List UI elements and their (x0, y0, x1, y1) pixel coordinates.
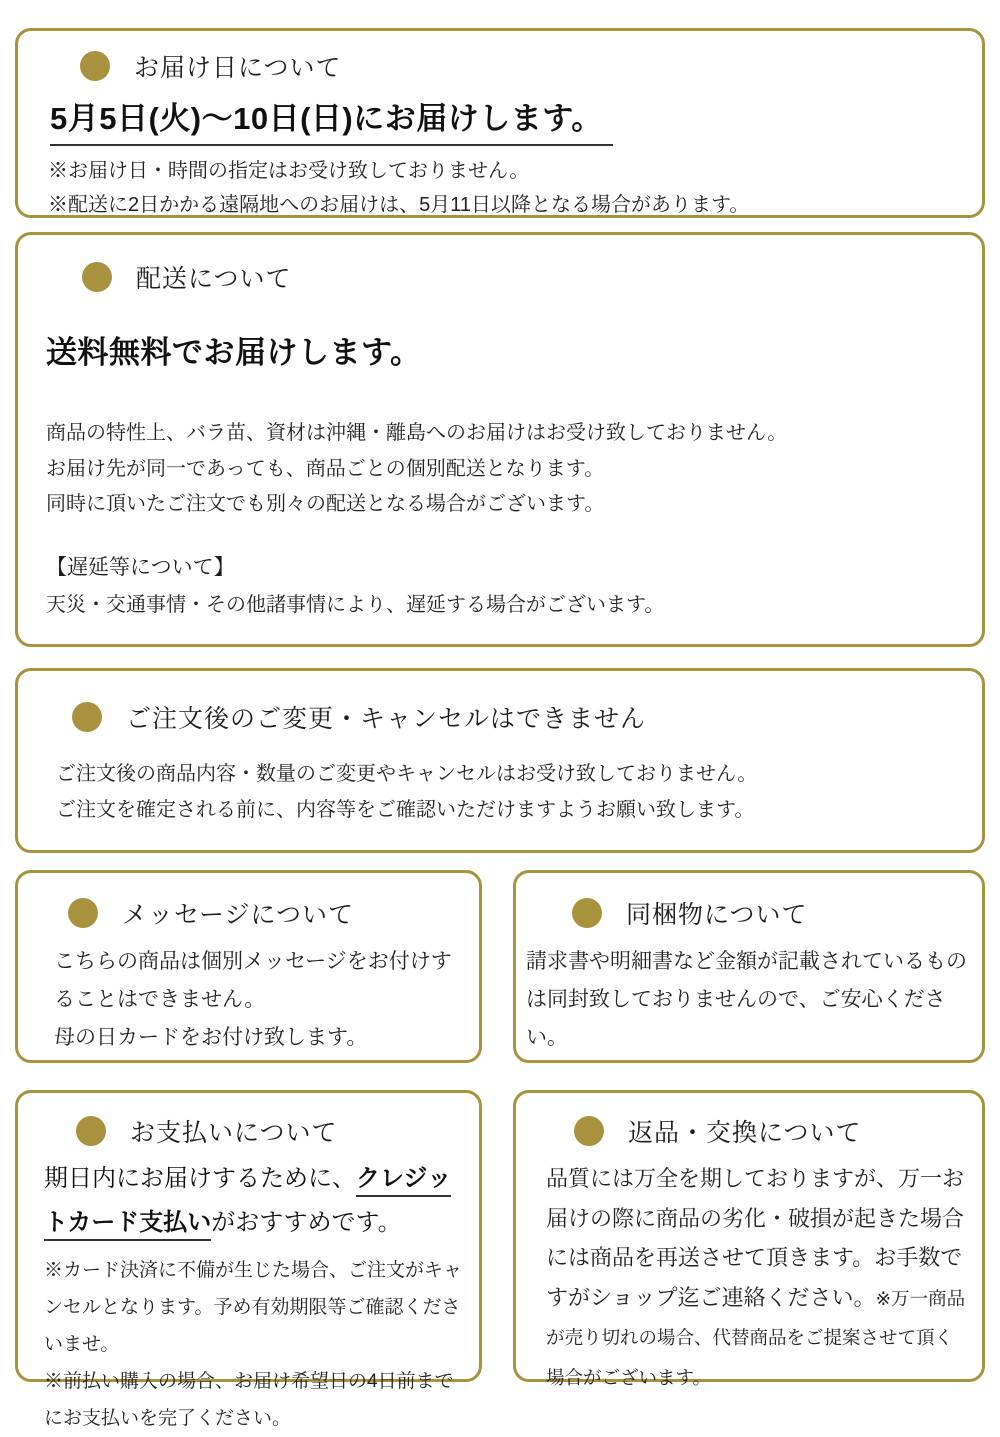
delivery-date-highlight: 5月5日(火)～10日(日)にお届けします。 (50, 93, 613, 146)
section-message-header (54, 895, 467, 931)
section-title: 返品・交換について (628, 1119, 862, 1147)
gold-dot-icon (76, 1116, 106, 1146)
gold-dot-icon (82, 262, 112, 292)
section-delivery-date (15, 28, 985, 218)
payment-lead (44, 1157, 465, 1246)
gold-dot-icon (68, 898, 98, 928)
section-returns-header (546, 1113, 968, 1149)
payment-note: ※カード決済に不備が生じた場合、ご注文がキャンセルとなります。予め有効期限等ご確認くださいませ。 (44, 1259, 463, 1355)
shipping-body-line: お届け先が同一であっても、商品ごとの個別配送となります。 (46, 457, 605, 480)
cancel-body (54, 757, 958, 828)
returns-body (546, 1159, 968, 1397)
section-payment-header (44, 1113, 465, 1149)
gold-dot-icon (572, 898, 602, 928)
returns-note: ※万一商品が売り切れの場合、代替商品をご提案させて頂く場合がございます。 (546, 1287, 966, 1388)
shop-policy-page (0, 28, 1000, 1428)
section-title: 配送について (136, 265, 292, 293)
section-payment (15, 1090, 482, 1429)
shipping-body (46, 416, 958, 523)
payment-lead-suffix: がおすすめです。 (211, 1209, 402, 1237)
section-bundled-items (513, 870, 985, 1063)
payment-note: ※前払い購入の場合、お届け希望日の4日前までにお支払いを完了ください。 (44, 1370, 454, 1429)
message-body-line: 母の日カードをお付け致します。 (54, 1026, 368, 1050)
message-body-line: こちらの商品は個別メッセージをお付けすることはできません。 (54, 950, 452, 1012)
delivery-date-notes (48, 154, 958, 223)
row-payment-returns (15, 1090, 985, 1429)
section-shipping (15, 232, 985, 647)
section-message (15, 870, 482, 1063)
section-cancel-header (54, 699, 958, 735)
shipping-body-line: 商品の特性上、バラ苗、資材は沖縄・離島へのお届けはお受け致しておりません。 (46, 422, 788, 444)
cancel-body-line: ご注文を確定される前に、内容等をご確認いただけますようお願い致します。 (56, 798, 755, 821)
section-title: お支払いについて (130, 1119, 338, 1147)
gold-dot-icon (72, 702, 102, 732)
shipping-highlight: 送料無料でお届けします。 (46, 335, 422, 370)
message-body (54, 943, 467, 1058)
bundled-body: 請求書や明細書など金額が記載されているものは同封致しておりませんので、ご安心ください。 (526, 950, 967, 1050)
gold-dot-icon (574, 1116, 604, 1146)
delivery-date-highlight-wrap (48, 93, 958, 146)
shipping-body-line: 同時に頂いたご注文でも別々の配送となる場合がございます。 (46, 493, 605, 516)
section-title: メッセージについて (122, 901, 355, 929)
section-title: お届け日について (134, 54, 342, 82)
returns-body-text: 品質には万全を期しておりますが、万一お届けの際に商品の劣化・破損が起きた場合には商品を再送させて頂きます。お手数ですがショップ迄ご連絡ください。 (546, 1166, 965, 1310)
section-shipping-header (46, 259, 958, 295)
payment-notes (44, 1252, 465, 1437)
delivery-note: ※お届け日・時間の指定はお受け致しておりません。 (48, 160, 530, 182)
section-returns (513, 1090, 985, 1388)
shipping-delay-body: 天災・交通事情・その他諸事情により、遅延する場合がございます。 (46, 594, 665, 617)
row-message-bundled (15, 870, 985, 1063)
section-cancel-policy (15, 668, 985, 853)
section-title: 同梱物について (626, 901, 808, 929)
delivery-note: ※配送に2日かかる遠隔地へのお届けは、5月11日以降となる場合があります。 (48, 194, 750, 217)
cancel-body-line: ご注文後の商品内容・数量のご変更やキャンセルはお受け致しておりません。 (56, 763, 758, 785)
payment-lead-prefix: 期日内にお届けするために、 (44, 1165, 356, 1192)
shipping-highlight-wrap (46, 327, 958, 372)
section-title: ご注文後のご変更・キャンセルはできません (126, 705, 647, 733)
gold-dot-icon (80, 51, 110, 81)
section-delivery-date-header (48, 48, 958, 84)
shipping-delay-heading: 【遅延等について】 (46, 555, 235, 579)
payment-lead-emphasis: クレジットカード支払い (44, 1165, 451, 1241)
section-bundled-header (526, 895, 974, 931)
